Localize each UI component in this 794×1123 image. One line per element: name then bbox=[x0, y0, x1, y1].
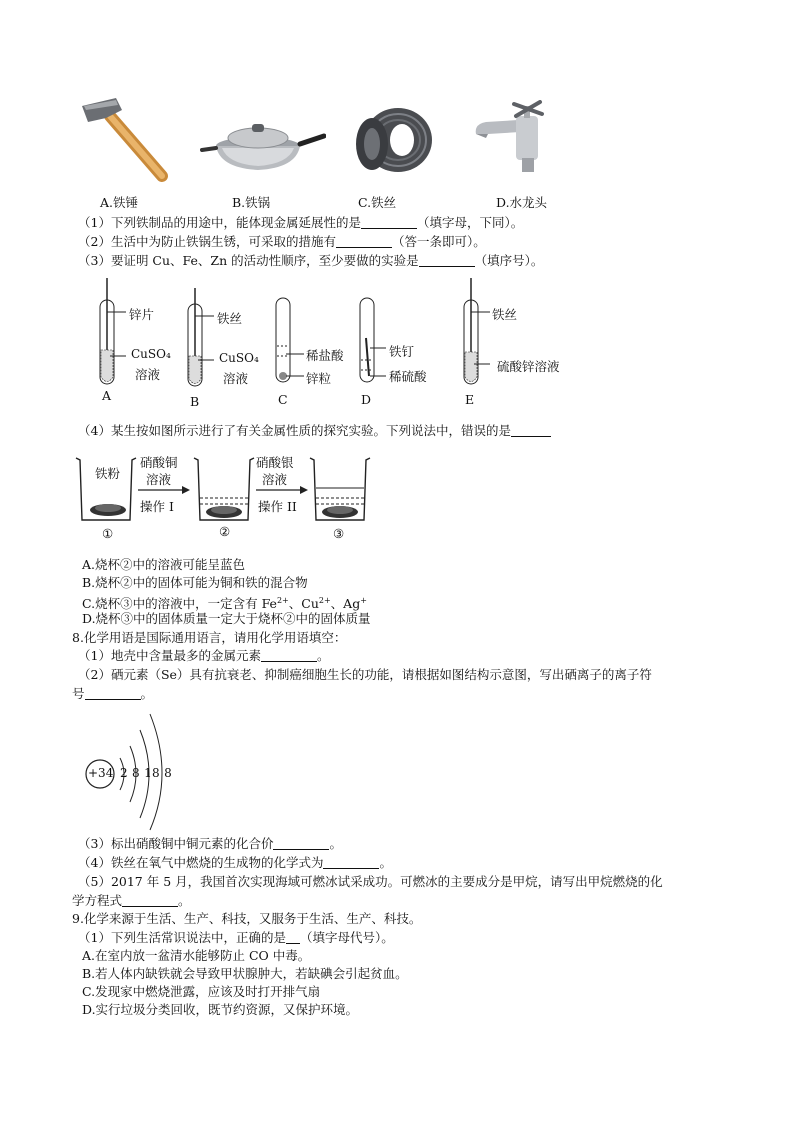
q9-option-d[interactable]: D.实行垃圾分类回收，既节约资源，又保护环境。 bbox=[82, 1002, 359, 1017]
tube-c-solid-label: 锌粒 bbox=[306, 371, 332, 386]
q8-subquestion-2-cont: 号 。 bbox=[72, 686, 154, 701]
tube-c-letter: C bbox=[278, 392, 288, 407]
tube-c bbox=[276, 298, 304, 382]
electron-shells-label: 2 8 18 8 bbox=[120, 766, 173, 780]
image-caption-b: B.铁锅 bbox=[232, 195, 271, 210]
beaker-3-number: ③ bbox=[333, 526, 345, 541]
q9-option-a[interactable]: A.在室内放一盆清水能够防止 CO 中毒。 bbox=[82, 948, 311, 963]
tube-d-letter: D bbox=[361, 392, 372, 407]
q7-subquestion-4: （4）某生按如图所示进行了有关金属性质的探究实验。下列说法中，错误的是 bbox=[78, 422, 551, 440]
wire-coil-icon bbox=[350, 102, 438, 178]
answer-blank[interactable] bbox=[286, 931, 300, 944]
beaker-1-number: ① bbox=[102, 526, 114, 541]
tube-d-solid-label: 铁钉 bbox=[389, 344, 415, 359]
reagent-2-label: 硝酸银 bbox=[256, 455, 294, 470]
q7-option-c[interactable]: C.烧杯③中的溶液中，一定含有 $Fe^{2+}$、$Cu^{2+}$、Ag+ bbox=[82, 596, 367, 612]
q7-subquestion-3: （3）要证明 Cu、Fe、Zn 的活动性顺序，至少要做的实验是 （填序号）。 bbox=[78, 253, 544, 268]
operation-2-label: 操作 II bbox=[258, 499, 297, 514]
beaker-diagram bbox=[72, 450, 372, 530]
tube-b-liquid-label: CuSO₄ bbox=[219, 351, 259, 365]
q9-option-c[interactable]: C.发现家中燃烧泄露，应该及时打开排气扇 bbox=[82, 984, 321, 999]
tube-a-liquid-label-2: 溶液 bbox=[135, 367, 161, 382]
answer-blank[interactable] bbox=[273, 837, 329, 850]
test-tube-diagram bbox=[90, 276, 560, 412]
faucet-icon bbox=[472, 100, 558, 178]
q7-option-b[interactable]: B.烧杯②中的固体可能为铜和铁的混合物 bbox=[82, 575, 308, 590]
reagent-2-label-2: 溶液 bbox=[262, 472, 288, 487]
tube-e-liquid-label: 硫酸锌溶液 bbox=[497, 359, 560, 374]
q9-subquestion-1: （1）下列生活常识说法中，正确的是 （填字母代号）。 bbox=[78, 930, 394, 945]
answer-blank[interactable] bbox=[85, 687, 141, 700]
answer-blank[interactable] bbox=[336, 235, 392, 248]
tube-a bbox=[100, 278, 126, 384]
tube-b-solid-label: 铁丝 bbox=[217, 311, 243, 326]
answer-blank[interactable] bbox=[323, 856, 379, 869]
reagent-1-label-2: 溶液 bbox=[146, 472, 172, 487]
hammer-icon bbox=[76, 96, 172, 186]
q8-subquestion-4: （4）铁丝在氧气中燃烧的生成物的化学式为 。 bbox=[78, 855, 392, 870]
q8-subquestion-3: （3）标出硝酸铜中铜元素的化合价 。 bbox=[78, 836, 342, 851]
beaker-2-number: ② bbox=[219, 524, 231, 539]
answer-blank[interactable] bbox=[261, 649, 317, 662]
q8-title: 8.化学用语是国际通用语言，请用化学用语填空： bbox=[72, 630, 347, 645]
tube-b-liquid-label-2: 溶液 bbox=[223, 371, 249, 386]
tube-a-letter: A bbox=[102, 388, 112, 403]
q8-subquestion-5-cont: 学方程式 。 bbox=[72, 893, 191, 908]
image-caption-c: C.铁丝 bbox=[358, 195, 397, 210]
tube-b-letter: B bbox=[190, 394, 200, 409]
q8-subquestion-2: （2）硒元素（Se）具有抗衰老、抑制癌细胞生长的功能，请根据如图结构示意图，写出硒离子的离子符 bbox=[78, 667, 652, 682]
tube-c-liquid-label: 稀盐酸 bbox=[306, 348, 344, 363]
q9-option-b[interactable]: B.若人体内缺铁就会导致甲状腺肿大，若缺碘会引起贫血。 bbox=[82, 966, 408, 981]
q8-subquestion-1: （1）地壳中含量最多的金属元素 。 bbox=[78, 648, 330, 663]
tube-e bbox=[464, 278, 490, 384]
iron-powder-label: 铁粉 bbox=[95, 466, 121, 481]
q7-subquestion-2: （2）生活中为防止铁锅生锈，可采取的措施有 （答一条即可）。 bbox=[78, 234, 486, 249]
q7-subquestion-1: （1）下列铁制品的用途中，能体现金属延展性的是 （填字母，下同）。 bbox=[78, 215, 524, 230]
tube-d-liquid-label: 稀硫酸 bbox=[389, 369, 427, 384]
tube-e-solid-label: 铁丝 bbox=[492, 307, 518, 322]
answer-blank[interactable] bbox=[122, 894, 178, 907]
answer-blank[interactable] bbox=[511, 424, 551, 437]
nucleus-charge-label: +34 bbox=[88, 766, 114, 780]
q9-title: 9.化学来源于生活、生产、科技，又服务于生活、生产、科技。 bbox=[72, 911, 422, 926]
q7-option-d[interactable]: D.烧杯③中的固体质量一定大于烧杯②中的固体质量 bbox=[82, 611, 371, 626]
operation-1-label: 操作 I bbox=[140, 499, 174, 514]
answer-blank[interactable] bbox=[419, 254, 475, 267]
tube-e-letter: E bbox=[465, 392, 475, 407]
wok-icon bbox=[200, 116, 326, 176]
image-caption-a: A.铁锤 bbox=[100, 195, 139, 210]
tube-d bbox=[360, 298, 386, 382]
tube-b bbox=[188, 288, 214, 386]
tube-a-liquid-label: CuSO₄ bbox=[131, 347, 171, 361]
q8-subquestion-5: （5）2017 年 5 月，我国首次实现海域可燃冰试采成功。可燃冰的主要成分是甲烷，请写出甲烷燃烧的化 bbox=[78, 874, 663, 889]
image-caption-d: D.水龙头 bbox=[496, 195, 548, 210]
tube-a-solid-label: 锌片 bbox=[129, 307, 155, 322]
reagent-1-label: 硝酸铜 bbox=[140, 455, 178, 470]
q7-option-a[interactable]: A.烧杯②中的溶液可能呈蓝色 bbox=[82, 557, 246, 572]
answer-blank[interactable] bbox=[361, 216, 417, 229]
